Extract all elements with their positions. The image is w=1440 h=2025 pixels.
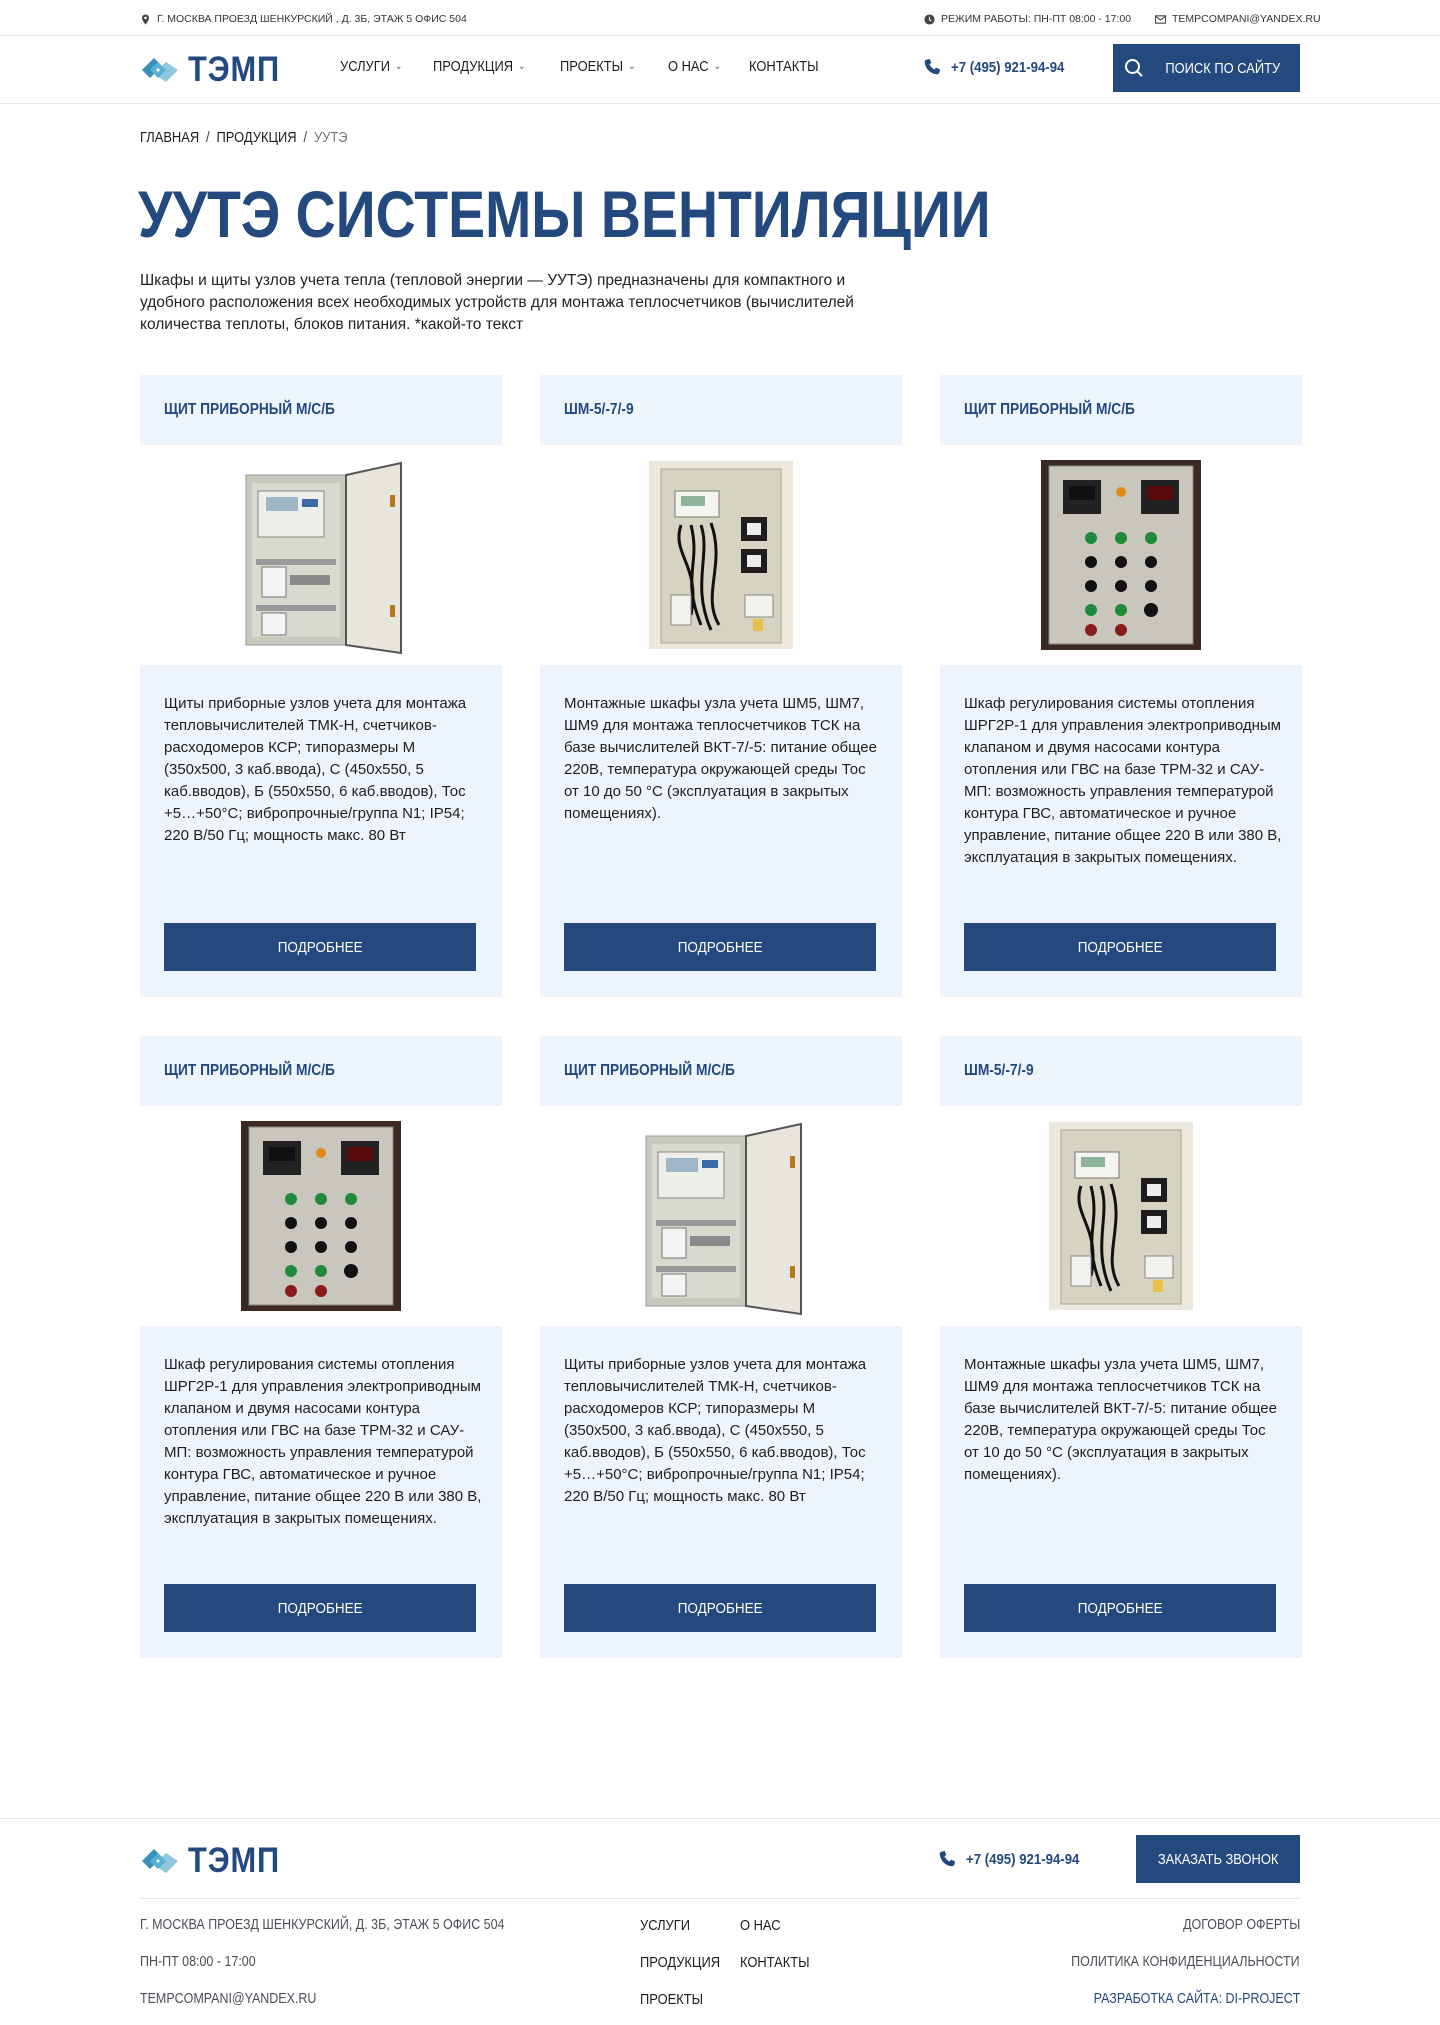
details-button-label: ПОДРОБНЕЕ: [277, 1599, 363, 1617]
details-button[interactable]: [564, 923, 876, 971]
cabinet-wired-image: [1041, 1116, 1201, 1316]
details-button-label: ПОДРОБНЕЕ: [677, 938, 763, 956]
nav-projects[interactable]: [560, 58, 635, 75]
footer-hours: ПН-ПТ 08:00 - 17:00: [140, 1954, 256, 1970]
email-info[interactable]: [1155, 13, 1321, 25]
product-card-image[interactable]: [140, 445, 502, 665]
page-intro: Шкафы и щиты узлов учета тепла (тепловой энергии — УУТЭ) предназначены для компактного и удобного расположения всех необходимых устройств для монтажа теплосчетчиков (вычислителей количества теплоты, блоков питания. *какой-то текст: [140, 272, 854, 333]
breadcrumb-current: УУТЭ: [313, 129, 348, 146]
address-info: [140, 13, 467, 25]
details-button-label: ПОДРОБНЕЕ: [277, 938, 363, 956]
product-card: [140, 1036, 502, 1658]
nav-label: ПРОЕКТЫ: [560, 58, 624, 75]
breadcrumb-separator: /: [206, 129, 210, 146]
hours-info: [924, 13, 1131, 25]
product-card-description: Щиты приборные узлов учета для монтажа тепловычислителей ТМК-Н, счетчиков-расходомеров КСР; типоразмеры М (350x500, 3 каб.ввода), С (450x550, 5 каб.вводов), Б (550x550, 6 каб.вводов), Тос +5…+50°С; вибропрочные/группа N1; IP54; 220 В/50 Гц; мощность макс. 80 Вт: [564, 1356, 867, 1505]
main-header: [0, 36, 1440, 104]
nav-products[interactable]: [433, 58, 525, 75]
address-text: Г. МОСКВА ПРОЕЗД ШЕНКУРСКИЙ , Д. 3Б, ЭТАЖ 5 ОФИС 504: [157, 13, 467, 25]
details-button[interactable]: [964, 923, 1276, 971]
product-card-description: Шкаф регулирования системы отопления ШРГ2Р-1 для управления электроприводным клапаном и двумя насосами контура отопления или ГВС на базе ТРМ-32 и САУ-МП: возможность управления температурой контура ГВС, автоматическое и ручное управление, питание общее 220 В или 380 В, эксплуатация в закрытых помещениях.: [164, 1356, 482, 1527]
mail-icon: [1155, 14, 1166, 25]
phone-icon: [923, 58, 941, 76]
cabinet-open-image: [226, 455, 416, 655]
details-button[interactable]: [564, 1584, 876, 1632]
cabinet-wired-image: [641, 455, 801, 655]
logo-mark-icon: [140, 1845, 180, 1877]
footer-link-contacts[interactable]: КОНТАКТЫ: [740, 1954, 810, 1971]
product-card: [940, 375, 1302, 997]
email-text[interactable]: TEMPCOMPANI@YANDEX.RU: [1172, 13, 1321, 25]
control-panel-image: [1041, 460, 1201, 650]
search-label: ПОИСК ПО САЙТУ: [1165, 59, 1280, 77]
footer-link-projects[interactable]: ПРОЕКТЫ: [640, 1991, 704, 2008]
details-button[interactable]: [164, 923, 476, 971]
search-button[interactable]: [1113, 44, 1300, 92]
nav-contacts[interactable]: [749, 58, 819, 75]
phone-icon: [938, 1850, 956, 1868]
details-button-label: ПОДРОБНЕЕ: [677, 1599, 763, 1617]
product-card-title[interactable]: ШМ-5/-7/-9: [564, 401, 634, 418]
product-card-image[interactable]: [540, 445, 902, 665]
product-card-title[interactable]: ЩИТ ПРИБОРНЫЙ М/С/Б: [164, 1062, 335, 1079]
chevron-down-icon: ⌄: [713, 61, 721, 72]
product-card: [140, 375, 502, 997]
footer-phone[interactable]: [938, 1850, 1095, 1868]
footer-phone-number: +7 (495) 921-94-94: [966, 1850, 1080, 1868]
logo-text: ТЭМП: [188, 50, 281, 89]
footer-link-services[interactable]: УСЛУГИ: [640, 1917, 691, 1934]
control-panel-image: [241, 1121, 401, 1311]
nav-label: КОНТАКТЫ: [749, 58, 819, 75]
nav-about[interactable]: [668, 58, 721, 75]
breadcrumb: [140, 129, 348, 146]
footer-offer-link[interactable]: ДОГОВОР ОФЕРТЫ: [1182, 1917, 1300, 1933]
product-card-description: Монтажные шкафы узла учета ШМ5, ШМ7, ШМ9 для монтажа теплосчетчиков ТСК на базе вычислителей ВКТ-7/-5: питание общее 220В, температура окружающей среды Тос от 10 до 50 °С (эксплуатация в закрытых помещениях).: [564, 695, 877, 822]
breadcrumb-separator: /: [303, 129, 308, 146]
product-card: [940, 1036, 1302, 1658]
header-phone-number: +7 (495) 921-94-94: [951, 58, 1065, 76]
main-nav: [340, 58, 850, 75]
cabinet-open-image: [626, 1116, 816, 1316]
product-card-title[interactable]: ШМ-5/-7/-9: [964, 1062, 1034, 1079]
footer-privacy-link[interactable]: ПОЛИТИКА КОНФИДЕНЦИАЛЬНОСТИ: [1071, 1954, 1300, 1970]
details-button[interactable]: [964, 1584, 1276, 1632]
footer-address: Г. МОСКВА ПРОЕЗД ШЕНКУРСКИЙ, Д. 3Б, ЭТАЖ 5 ОФИС 504: [140, 1917, 505, 1933]
product-card: [540, 1036, 902, 1658]
location-pin-icon: [140, 14, 151, 25]
footer-divider: [140, 1898, 1300, 1899]
product-card: [540, 375, 902, 997]
chevron-down-icon: ⌄: [517, 61, 525, 72]
chevron-down-icon: ⌄: [395, 61, 403, 72]
product-card-title[interactable]: ЩИТ ПРИБОРНЫЙ М/С/Б: [964, 401, 1135, 418]
header-phone[interactable]: [923, 58, 1080, 76]
site-footer: [0, 1818, 1440, 2025]
clock-icon: [924, 14, 935, 25]
product-card-description: Щиты приборные узлов учета для монтажа тепловычислителей ТМК-Н, счетчиков-расходомеров КСР; типоразмеры М (350x500, 3 каб.ввода), С (450x550, 5 каб.вводов), Б (550x550, 6 каб.вводов), Тос +5…+50°С; вибропрочные/группа N1; IP54; 220 В/50 Гц; мощность макс. 80 Вт: [164, 695, 467, 844]
product-card-image[interactable]: [540, 1106, 902, 1326]
order-call-button[interactable]: [1136, 1835, 1300, 1883]
nav-label: О НАС: [667, 58, 709, 75]
site-logo[interactable]: [140, 50, 293, 90]
page-title: УУТЭ СИСТЕМЫ ВЕНТИЛЯЦИИ: [138, 177, 991, 251]
hours-text: РЕЖИМ РАБОТЫ: ПН-ПТ 08:00 - 17:00: [941, 13, 1132, 25]
nav-label: ПРОДУКЦИЯ: [432, 58, 513, 75]
breadcrumb-products[interactable]: ПРОДУКЦИЯ: [216, 129, 297, 146]
product-card-image[interactable]: [940, 1106, 1302, 1326]
top-info-bar: [0, 0, 1440, 36]
logo-text: ТЭМП: [188, 1841, 281, 1880]
nav-services[interactable]: [340, 58, 402, 75]
details-button-label: ПОДРОБНЕЕ: [1077, 938, 1163, 956]
footer-link-about[interactable]: О НАС: [740, 1917, 781, 1934]
footer-logo[interactable]: [140, 1841, 293, 1881]
logo-mark-icon: [140, 54, 180, 86]
details-button[interactable]: [164, 1584, 476, 1632]
product-card-title[interactable]: ЩИТ ПРИБОРНЫЙ М/С/Б: [564, 1062, 735, 1079]
details-button-label: ПОДРОБНЕЕ: [1077, 1599, 1163, 1617]
footer-email[interactable]: TEMPCOMPANI@YANDEX.RU: [140, 1991, 317, 2007]
footer-link-products[interactable]: ПРОДУКЦИЯ: [640, 1954, 721, 1971]
product-card-title[interactable]: ЩИТ ПРИБОРНЫЙ М/С/Б: [164, 401, 335, 418]
breadcrumb-home[interactable]: ГЛАВНАЯ: [140, 129, 200, 146]
product-card-description: Шкаф регулирования системы отопления ШРГ2Р-1 для управления электроприводным клапаном и двумя насосами контура отопления или ГВС на базе ТРМ-32 и САУ-МП: возможность управления температурой контура ГВС, автоматическое и ручное управление, питание общее 220 В или 380 В, эксплуатация в закрытых помещениях.: [964, 695, 1282, 866]
product-card-description: Монтажные шкафы узла учета ШМ5, ШМ7, ШМ9 для монтажа теплосчетчиков ТСК на базе вычислителей ВКТ-7/-5: питание общее 220В, температура окружающей среды Тос от 10 до 50 °С (эксплуатация в закрытых помещениях).: [964, 1356, 1277, 1483]
product-card-image[interactable]: [940, 445, 1302, 665]
order-call-label: ЗАКАЗАТЬ ЗВОНОК: [1157, 1850, 1279, 1868]
product-card-image[interactable]: [140, 1106, 502, 1326]
footer-developer-link[interactable]: РАЗРАБОТКА САЙТА: DI-PROJECT: [1093, 1991, 1300, 2007]
search-icon: [1124, 58, 1144, 78]
chevron-down-icon: ⌄: [628, 61, 636, 72]
nav-label: УСЛУГИ: [340, 58, 391, 75]
